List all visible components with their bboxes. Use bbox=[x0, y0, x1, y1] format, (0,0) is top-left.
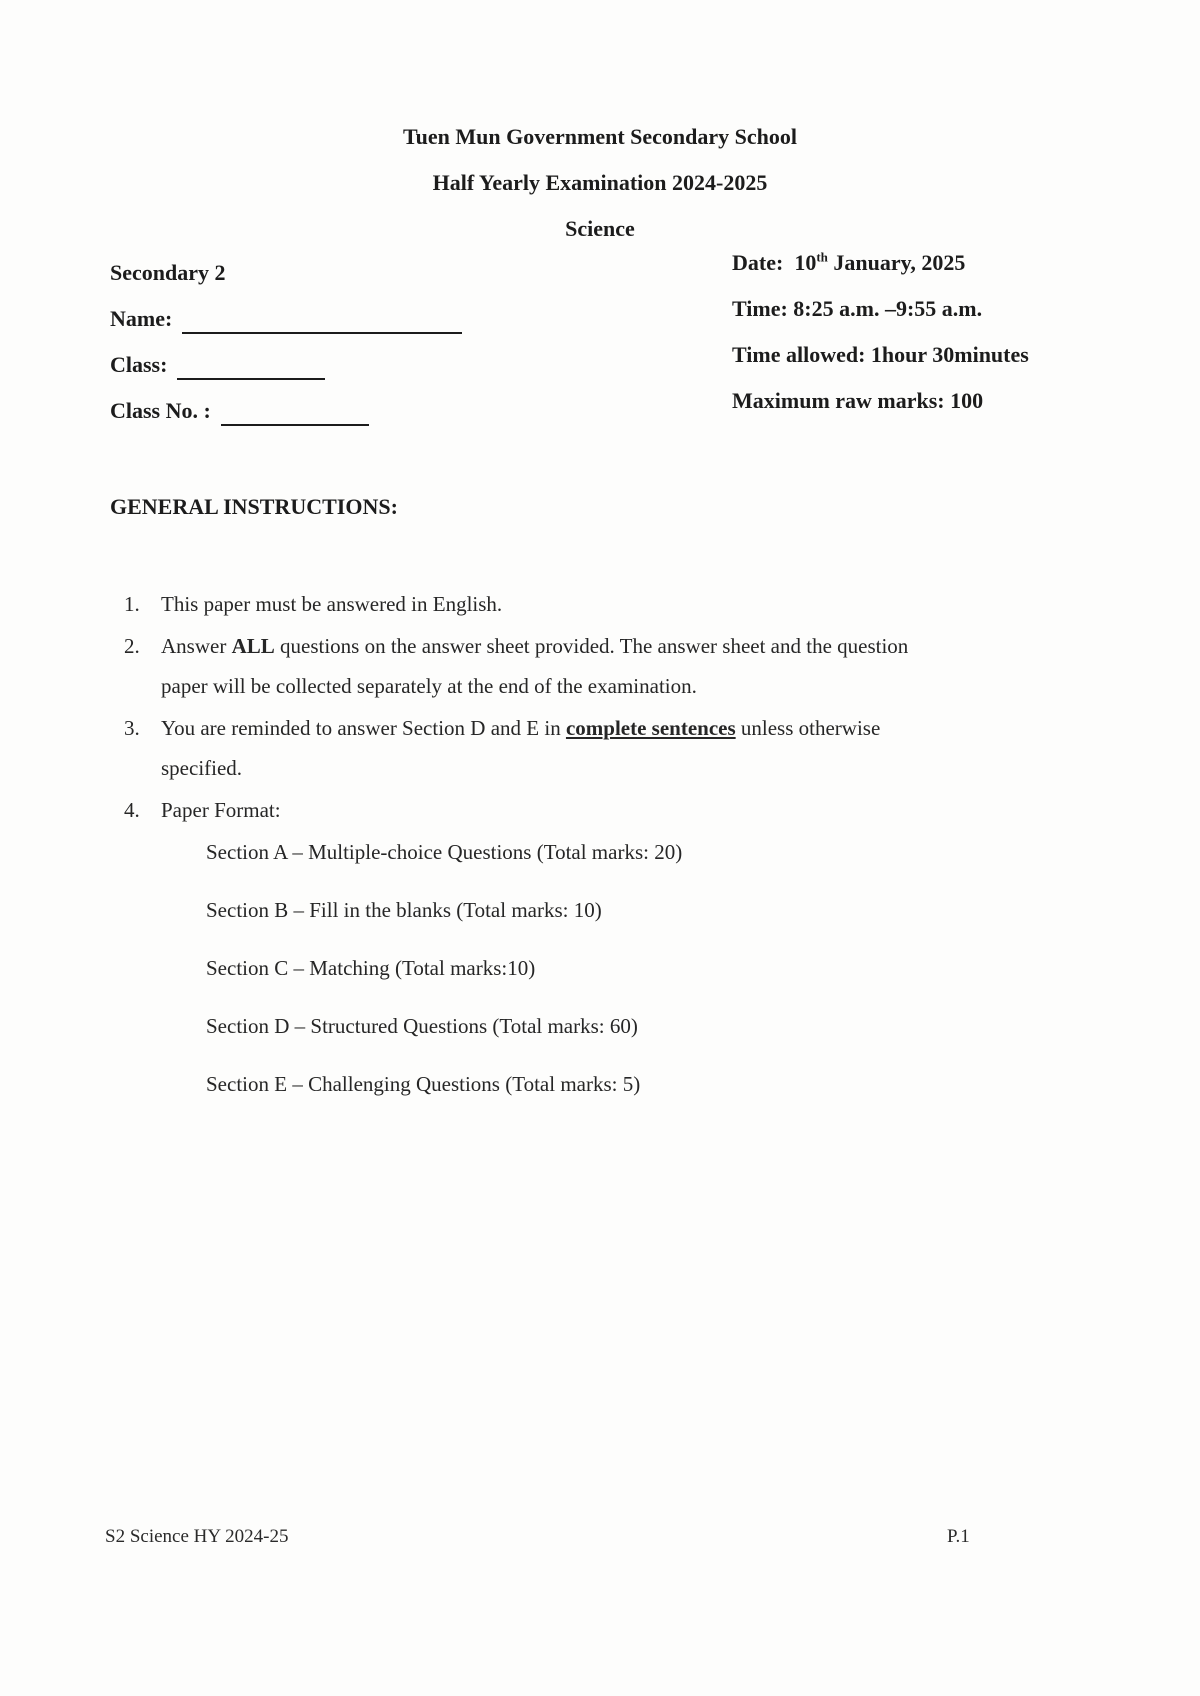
instruction-text: questions on the answer sheet provided. The answer sheet and the question bbox=[274, 634, 909, 658]
form-label: Secondary 2 bbox=[110, 260, 226, 285]
max-marks-row: Maximum raw marks: 100 bbox=[732, 388, 984, 413]
footer-page-number: P.1 bbox=[947, 1526, 970, 1547]
instruction-emphasis: complete sentences bbox=[565, 716, 736, 740]
instruction-item bbox=[124, 790, 1054, 830]
name-row bbox=[110, 306, 462, 352]
class-no-blank[interactable] bbox=[221, 398, 369, 426]
footer-paper-code: S2 Science HY 2024-25 bbox=[105, 1526, 289, 1547]
instruction-item bbox=[124, 708, 1054, 788]
date-day: 10 bbox=[794, 250, 817, 275]
section-item: Section D – Structured Questions (Total marks: 60) bbox=[206, 1014, 638, 1038]
instruction-number: 3. bbox=[124, 716, 140, 740]
time-row: Time: 8:25 a.m. –9:55 a.m. bbox=[732, 296, 983, 321]
instruction-text: specified. bbox=[161, 756, 243, 780]
class-no-label: Class No. : bbox=[110, 398, 211, 423]
paper-format-list bbox=[124, 832, 1054, 1122]
class-row bbox=[110, 352, 462, 398]
date-label: Date: bbox=[732, 250, 784, 275]
class-blank[interactable] bbox=[177, 352, 325, 380]
instruction-text: unless otherwise bbox=[735, 716, 881, 740]
instruction-text: This paper must be answered in English. bbox=[161, 592, 503, 616]
section-item: Section B – Fill in the blanks (Total marks: 10) bbox=[206, 898, 602, 922]
instruction-text: paper will be collected separately at the end of the examination. bbox=[161, 674, 697, 698]
instruction-text: You are reminded to answer Section D and E in bbox=[161, 716, 566, 740]
exam-title: Half Yearly Examination 2024-2025 bbox=[432, 170, 768, 195]
instruction-emphasis: ALL bbox=[231, 634, 275, 658]
instruction-number: 2. bbox=[124, 634, 140, 658]
class-no-row bbox=[110, 398, 462, 444]
instruction-item bbox=[124, 626, 1054, 706]
instruction-text: Answer bbox=[161, 634, 232, 658]
instruction-item bbox=[124, 584, 1054, 624]
instruction-text: Paper Format: bbox=[161, 798, 281, 822]
instruction-number: 1. bbox=[124, 592, 140, 616]
name-label: Name: bbox=[110, 306, 173, 331]
exam-info-block bbox=[732, 250, 1029, 434]
section-item: Section A – Multiple-choice Questions (Total marks: 20) bbox=[206, 840, 683, 864]
instruction-number: 4. bbox=[124, 798, 140, 822]
section-item: Section C – Matching (Total marks:10) bbox=[206, 956, 536, 980]
date-suffix: th bbox=[816, 249, 828, 265]
student-info-block bbox=[110, 260, 462, 444]
class-label: Class: bbox=[110, 352, 168, 377]
time-allowed-row: Time allowed: 1hour 30minutes bbox=[732, 342, 1029, 367]
subject-title: Science bbox=[565, 216, 635, 241]
school-name: Tuen Mun Government Secondary School bbox=[402, 124, 797, 149]
section-item: Section E – Challenging Questions (Total marks: 5) bbox=[206, 1072, 641, 1096]
name-blank[interactable] bbox=[182, 306, 462, 334]
date-rest: January, 2025 bbox=[833, 250, 966, 275]
form-row bbox=[110, 260, 462, 306]
date-row bbox=[732, 250, 1029, 296]
instructions-heading: GENERAL INSTRUCTIONS: bbox=[110, 494, 398, 519]
instructions-list bbox=[124, 584, 1054, 1122]
